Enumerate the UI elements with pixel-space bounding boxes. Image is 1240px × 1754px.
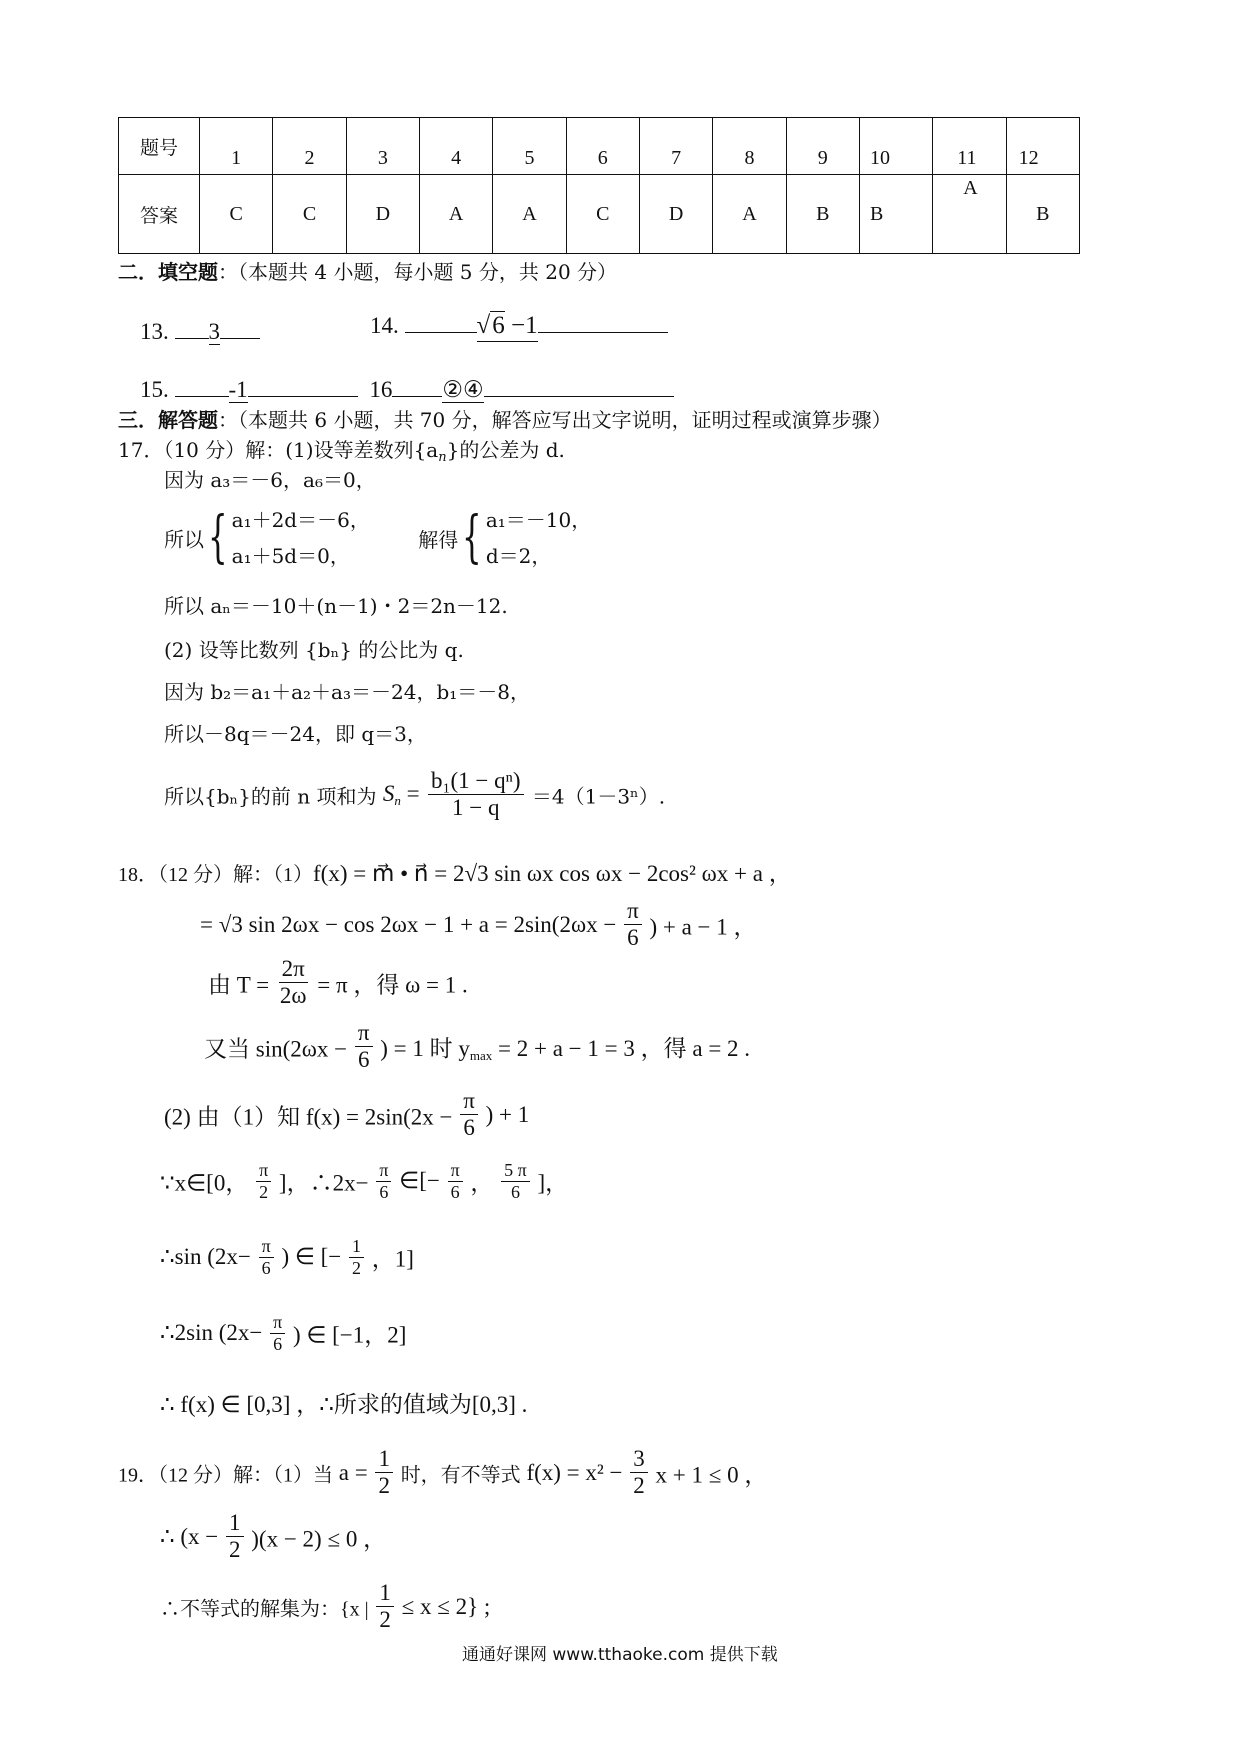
q13-answer: 3 — [208, 319, 220, 344]
section3-heading — [118, 404, 892, 433]
table-cell: C — [566, 175, 639, 254]
q18-line4: 又当 sin(2ωx − $\frac{\pi}{6}$ ) = 1 时 $y_{max} = 2 + a - 1 = 3$ ，得 a = 2 . — [204, 1020, 751, 1073]
q17-line6: 因为 b₂＝a₁＋a₂＋a₃＝－24，b₁＝－8， — [164, 680, 530, 704]
q18-line9: ∴ f(x) ∈ [0,3] ，∴所求的值域为[0,3] . — [160, 1392, 528, 1417]
section3-title: 三．解答题 — [118, 408, 218, 432]
table-cell: C — [273, 175, 346, 254]
table-cell: B — [859, 175, 932, 254]
question-number-label: 题号 — [119, 118, 200, 175]
q18-line8: ∴2sin (2x− $\frac{\pi}{6}$ ) ∈ [−1，2] — [160, 1312, 407, 1354]
table-cell: A — [933, 175, 1006, 254]
table-cell: 10 — [859, 118, 932, 175]
q18-line7: ∴sin (2x− $\frac{\pi}{6}$ ) ∈ [− $\frac{1}{2}$ ，1] — [160, 1236, 414, 1278]
q15-q16-line: 15. -1 16 ②④ — [140, 374, 674, 403]
q17-line5: (2) 设等比数列 {bₙ} 的公比为 q. — [164, 638, 464, 662]
table-cell: 1 — [200, 118, 273, 175]
q17-line7: 所以－8q＝－24，即 q＝3， — [164, 722, 427, 746]
q14-line: 14. √6 −1 — [370, 310, 668, 340]
table-cell: D — [639, 175, 712, 254]
q17-line8: 所以{bₙ}的前 n 项和为 $S_n$ = $\frac{\text{b₁(1 − qⁿ)}}{1 - q}$ ＝4（1－3ⁿ）. — [164, 768, 666, 821]
section2-title: 二．填空题 — [118, 260, 218, 284]
table-cell: B — [786, 175, 859, 254]
q17-head: 17．（10 分）解：(1)设等差数列$\{a_n\}$的公差为 d. — [118, 438, 565, 465]
q19-line3: ∴不等式的解集为：{x | $\frac{1}{2}$ ≤ x ≤ 2} ; — [160, 1580, 491, 1633]
answer-table-answer-row — [119, 175, 1080, 254]
table-cell: 3 — [346, 118, 419, 175]
section3-desc: ：（本题共 6 小题，共 70 分，解答应写出文字说明，证明过程或演算步骤） — [218, 408, 892, 432]
q19-line2: ∴ (x − $\frac{1}{2}$ )(x − 2) ≤ 0 ， — [160, 1510, 387, 1563]
q18-line3: 由 T = $\frac{2\pi}{2\omega}$ = π ，得 ω = 1 . — [208, 956, 468, 1009]
answer-table — [118, 117, 1080, 254]
table-cell: A — [493, 175, 566, 254]
q14-answer: √6 −1 — [477, 312, 538, 342]
table-cell: A — [713, 175, 786, 254]
table-cell: A — [419, 175, 492, 254]
q19-line1: 19．（12 分）解：（1）当 a = $\frac{1}{2}$ 时，有不等式 f(x) = x² − $\frac{3}{2}$ x + 1 ≤ 0 ， — [118, 1446, 768, 1499]
q16-answer: ②④ — [442, 377, 484, 402]
table-cell: 8 — [713, 118, 786, 175]
q18-line6: ∵x∈[0， $\frac{\pi}{2}$ ]，∴2x− $\frac{\pi}{6}$ ∈[− $\frac{\pi}{6}$ ， $\frac{5 \pi}{6}$ ]， — [160, 1160, 569, 1202]
q18-line1: 18．（12 分）解：（1）f(x) = m⃗ • n⃗ = 2√3 sin ωx cos ωx − 2cos² ωx + a ， — [118, 861, 792, 886]
answer-table-header-row — [119, 118, 1080, 175]
table-cell: B — [1006, 175, 1079, 254]
q17-line4: 所以 aₙ＝－10＋(n－1)・2＝2n－12. — [164, 594, 508, 618]
answer-label: 答案 — [119, 175, 200, 254]
q17-line2: 因为 a₃＝－6，a₆＝0， — [164, 468, 376, 492]
table-cell: 9 — [786, 118, 859, 175]
table-cell: D — [346, 175, 419, 254]
table-cell: 4 — [419, 118, 492, 175]
table-cell: 2 — [273, 118, 346, 175]
table-cell: 5 — [493, 118, 566, 175]
table-cell: 12 — [1006, 118, 1079, 175]
q18-line2: = √3 sin 2ωx − cos 2ωx − 1 + a = 2sin(2ωx − $\frac{\pi}{6}$ ) + a − 1 ， — [200, 898, 757, 951]
table-cell: C — [200, 175, 273, 254]
table-cell: 7 — [639, 118, 712, 175]
q18-line5: (2) 由（1）知 f(x) = 2sin(2x − $\frac{\pi}{6}$ ) + 1 — [164, 1088, 530, 1141]
q17-system: 所以{ a₁＋2d＝－6， a₁＋5d＝0， 解得{ a₁＝－10， d＝2， — [164, 505, 592, 570]
section2-heading — [118, 256, 617, 285]
table-cell: 6 — [566, 118, 639, 175]
footer-credit: 通通好课网 www.tthaoke.com 提供下载 — [462, 1645, 778, 1665]
q15-answer: -1 — [228, 377, 248, 402]
q13-line: 13. 3 — [140, 316, 260, 345]
table-cell: 11 — [933, 118, 1006, 175]
section2-desc: ：（本题共 4 小题，每小题 5 分，共 20 分） — [218, 260, 618, 284]
